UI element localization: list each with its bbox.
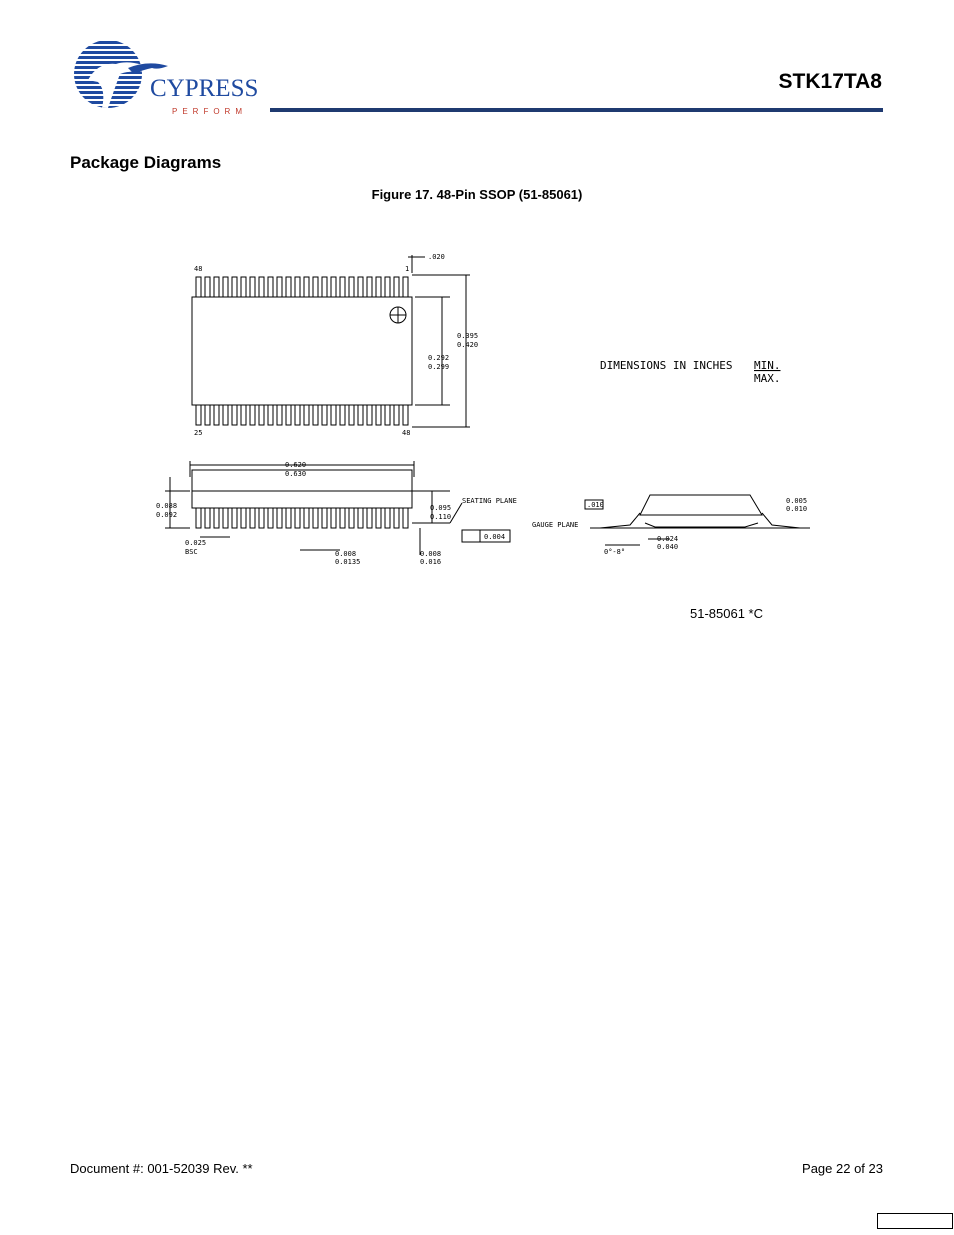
pin: [313, 508, 318, 528]
logo-tagline: PERFORM: [172, 107, 247, 116]
body-width-max: 0.299: [428, 363, 450, 371]
document-number: Document #: 001-52039 Rev. **: [70, 1161, 253, 1176]
pin: [322, 277, 327, 297]
pin: [376, 277, 381, 297]
gauge-ref-label: .010: [587, 501, 604, 509]
pin-25-label: 25: [194, 429, 203, 437]
pin: [295, 508, 300, 528]
top-view-pins-bottom: [196, 405, 408, 425]
outer-width-min: 0.395: [457, 332, 479, 340]
gauge-plane-label: GAUGE PLANE: [532, 521, 579, 529]
globe-icon: [68, 40, 148, 110]
pin: [232, 277, 237, 297]
pin: [268, 508, 273, 528]
pin: [241, 508, 246, 528]
pin: [376, 508, 381, 528]
page-number: Page 22 of 23: [802, 1161, 883, 1176]
pin: [286, 405, 291, 425]
dimensions-note: DIMENSIONS IN INCHES: [600, 359, 733, 372]
pin: [259, 277, 264, 297]
pin: [232, 508, 237, 528]
length-min: 0.620: [285, 461, 307, 469]
max-label: MAX.: [754, 372, 781, 385]
foot-length-max: 0.040: [657, 543, 679, 551]
pin: [214, 508, 219, 528]
pin: [223, 508, 228, 528]
pin: [349, 405, 354, 425]
pin: [385, 405, 390, 425]
length-max: 0.630: [285, 470, 307, 478]
header-rule: [270, 108, 883, 112]
pin: [403, 277, 408, 297]
seating-plane-label: SEATING PLANE: [462, 497, 517, 505]
spec-reference: 51-85061 *C: [690, 606, 763, 621]
standoff-min: 0.095: [430, 504, 452, 512]
pin-48-bottom-label: 48: [402, 429, 411, 437]
pitch-top-label: .020: [428, 253, 445, 261]
lead-thickness-min: 0.008: [420, 550, 442, 558]
pin: [394, 277, 399, 297]
pin: [259, 508, 264, 528]
pin: [403, 405, 408, 425]
pin: [259, 405, 264, 425]
height-min: 0.088: [156, 502, 178, 510]
pin: [394, 405, 399, 425]
pin: [331, 405, 336, 425]
body-width-min: 0.292: [428, 354, 450, 362]
pin: [331, 508, 336, 528]
pin: [304, 508, 309, 528]
foot-length-min: 0.024: [657, 535, 679, 543]
pin: [250, 405, 255, 425]
pin: [268, 277, 273, 297]
pin: [349, 508, 354, 528]
pin: [385, 277, 390, 297]
pin: [367, 277, 372, 297]
figure-caption: Figure 17. 48-Pin SSOP (51-85061): [371, 187, 583, 202]
pin: [277, 277, 282, 297]
min-label: MIN.: [754, 359, 781, 372]
pitch-label: 0.025: [185, 539, 207, 547]
pin-1-label: 1: [405, 265, 410, 273]
pin: [205, 277, 210, 297]
height-max: 0.092: [156, 511, 178, 519]
pin: [277, 508, 282, 528]
part-number: STK17TA8: [778, 70, 882, 93]
pin: [196, 405, 201, 425]
pin-48-label: 48: [194, 265, 203, 273]
pin: [394, 508, 399, 528]
lead-gap-max: 0.010: [786, 505, 808, 513]
end-view-body: [640, 495, 762, 515]
section-heading: Package Diagrams: [70, 153, 222, 172]
pin: [304, 405, 309, 425]
pin: [205, 508, 210, 528]
pin: [340, 508, 345, 528]
pin: [241, 277, 246, 297]
pin: [232, 405, 237, 425]
pin: [358, 508, 363, 528]
pin: [277, 405, 282, 425]
angle-label: 0°-8°: [604, 548, 626, 556]
pin: [340, 405, 345, 425]
pin: [196, 508, 201, 528]
lead-width-max: 0.0135: [335, 558, 361, 566]
pin: [313, 405, 318, 425]
pin: [358, 405, 363, 425]
pin: [340, 277, 345, 297]
package-drawing: [150, 245, 820, 575]
side-view-pins: [196, 508, 408, 528]
top-view-body: [192, 297, 412, 405]
pin: [223, 277, 228, 297]
pin: [286, 508, 291, 528]
pin: [214, 277, 219, 297]
pin: [250, 508, 255, 528]
pin: [367, 405, 372, 425]
pin: [295, 277, 300, 297]
lead-width-min: 0.008: [335, 550, 357, 558]
lead-thickness-max: 0.016: [420, 558, 442, 566]
cypress-logo: [68, 40, 258, 118]
pin: [376, 405, 381, 425]
pin: [403, 508, 408, 528]
pin: [268, 405, 273, 425]
pin: [358, 277, 363, 297]
pin: [241, 405, 246, 425]
pin: [331, 277, 336, 297]
outer-width-max: 0.420: [457, 341, 479, 349]
coplanarity-label: 0.004: [484, 533, 506, 541]
pin: [322, 405, 327, 425]
pin: [304, 277, 309, 297]
pin: [349, 277, 354, 297]
pin: [250, 277, 255, 297]
pin: [367, 508, 372, 528]
pitch-note: BSC: [185, 548, 198, 556]
pin: [223, 405, 228, 425]
feedback-button[interactable]: [877, 1213, 953, 1229]
pin: [295, 405, 300, 425]
pin: [205, 405, 210, 425]
pin: [322, 508, 327, 528]
pin: [313, 277, 318, 297]
lead-gap-min: 0.005: [786, 497, 808, 505]
logo-wordmark: CYPRESS: [150, 75, 258, 102]
pin: [286, 277, 291, 297]
pin: [385, 508, 390, 528]
top-view-pins-top: [196, 277, 408, 297]
pin: [214, 405, 219, 425]
standoff-max: 0.110: [430, 513, 452, 521]
pin: [196, 277, 201, 297]
